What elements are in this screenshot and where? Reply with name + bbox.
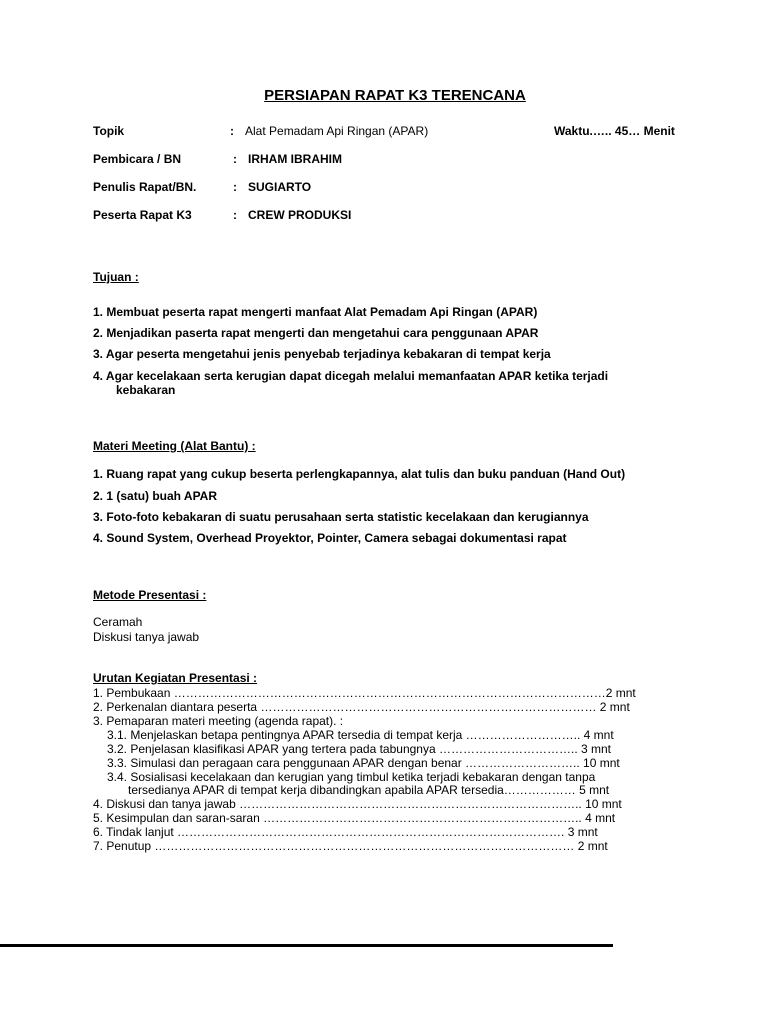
colon: : bbox=[233, 152, 237, 166]
peserta-label: Peserta Rapat K3 bbox=[93, 208, 192, 222]
agenda-subline: 3.4. Sosialisasi kecelakaan dan kerugian yang timbul ketika terjadi kebakaran dengan tanpa bbox=[107, 770, 596, 784]
colon: : bbox=[230, 124, 234, 138]
metode-item: Ceramah bbox=[93, 615, 143, 629]
agenda-line: 6. Tindak lanjut ……………………………………………………………………………………. 3 mnt bbox=[93, 825, 598, 839]
materi-item: 3. Foto-foto kebakaran di suatu perusahaan serta statistic kecelakaan dan kerugiannya bbox=[93, 510, 589, 524]
agenda-line: 1. Pembukaan ………………………………………………………………………………………………2 mnt bbox=[93, 686, 636, 700]
pembicara-value: IRHAM IBRAHIM bbox=[248, 152, 342, 166]
agenda-line: 7. Penutup …………………………………………………………………………………………… 2 mnt bbox=[93, 839, 608, 853]
pembicara-label: Pembicara / BN bbox=[93, 152, 182, 166]
agenda-subline-continuation: tersedianya APAR di tempat kerja dibandingkan apabila APAR tersedia……………… 5 mnt bbox=[128, 783, 610, 797]
agenda-subline: 3.2. Penjelasan klasifikasi APAR yang tertera pada tabungnya …………………………….. 3 mnt bbox=[107, 742, 611, 756]
urutan-heading: Urutan Kegiatan Presentasi : bbox=[93, 671, 258, 685]
agenda-line: 4. Diskusi dan tanya jawab ………………………………………………………………………….. 10 mnt bbox=[93, 797, 622, 811]
materi-item: 1. Ruang rapat yang cukup beserta perlengkapannya, alat tulis dan buku panduan (Hand Out) bbox=[93, 467, 626, 481]
tujuan-item: 3. Agar peserta mengetahui jenis penyebab terjadinya kebakaran di tempat kerja bbox=[93, 347, 551, 361]
penulis-label: Penulis Rapat/BN. bbox=[93, 180, 197, 194]
peserta-value: CREW PRODUKSI bbox=[248, 208, 352, 222]
tujuan-item: 4. Agar kecelakaan serta kerugian dapat dicegah melalui memanfaatan APAR ketika terjadi bbox=[93, 369, 609, 383]
tujuan-heading: Tujuan : bbox=[93, 270, 139, 284]
tujuan-item-continuation: kebakaran bbox=[116, 383, 176, 397]
penulis-value: SUGIARTO bbox=[248, 180, 312, 194]
document-title: PERSIAPAN RAPAT K3 TERENCANA bbox=[264, 87, 526, 104]
colon: : bbox=[233, 180, 237, 194]
metode-item: Diskusi tanya jawab bbox=[93, 630, 200, 644]
agenda-subline: 3.3. Simulasi dan peragaan cara penggunaan APAR dengan benar ……………………….. 10 mnt bbox=[107, 756, 620, 770]
topik-label: Topik bbox=[93, 124, 125, 138]
agenda-line: 3. Pemaparan materi meeting (agenda rapat). : bbox=[93, 714, 344, 728]
materi-item: 2. 1 (satu) buah APAR bbox=[93, 489, 218, 503]
agenda-subline: 3.1. Menjelaskan betapa pentingnya APAR tersedia di tempat kerja ……………………….. 4 mnt bbox=[107, 728, 614, 742]
waktu-duration: Waktu.….. 45… Menit bbox=[554, 124, 675, 138]
agenda-line: 2. Perkenalan diantara peserta ………………………………………………………………………… 2 mnt bbox=[93, 700, 630, 714]
materi-item: 4. Sound System, Overhead Proyektor, Pointer, Camera sebagai dokumentasi rapat bbox=[93, 531, 567, 545]
bottom-rule bbox=[0, 944, 613, 947]
colon: : bbox=[233, 208, 237, 222]
materi-heading: Materi Meeting (Alat Bantu) : bbox=[93, 439, 256, 453]
agenda-line: 5. Kesimpulan dan saran-saran …………………………………………………………………….. 4 mnt bbox=[93, 811, 616, 825]
metode-heading: Metode Presentasi : bbox=[93, 588, 207, 602]
tujuan-item: 1. Membuat peserta rapat mengerti manfaat Alat Pemadam Api Ringan (APAR) bbox=[93, 305, 538, 319]
tujuan-item: 2. Menjadikan paserta rapat mengerti dan mengetahui cara penggunaan APAR bbox=[93, 326, 539, 340]
topik-value: Alat Pemadam Api Ringan (APAR) bbox=[245, 124, 429, 138]
